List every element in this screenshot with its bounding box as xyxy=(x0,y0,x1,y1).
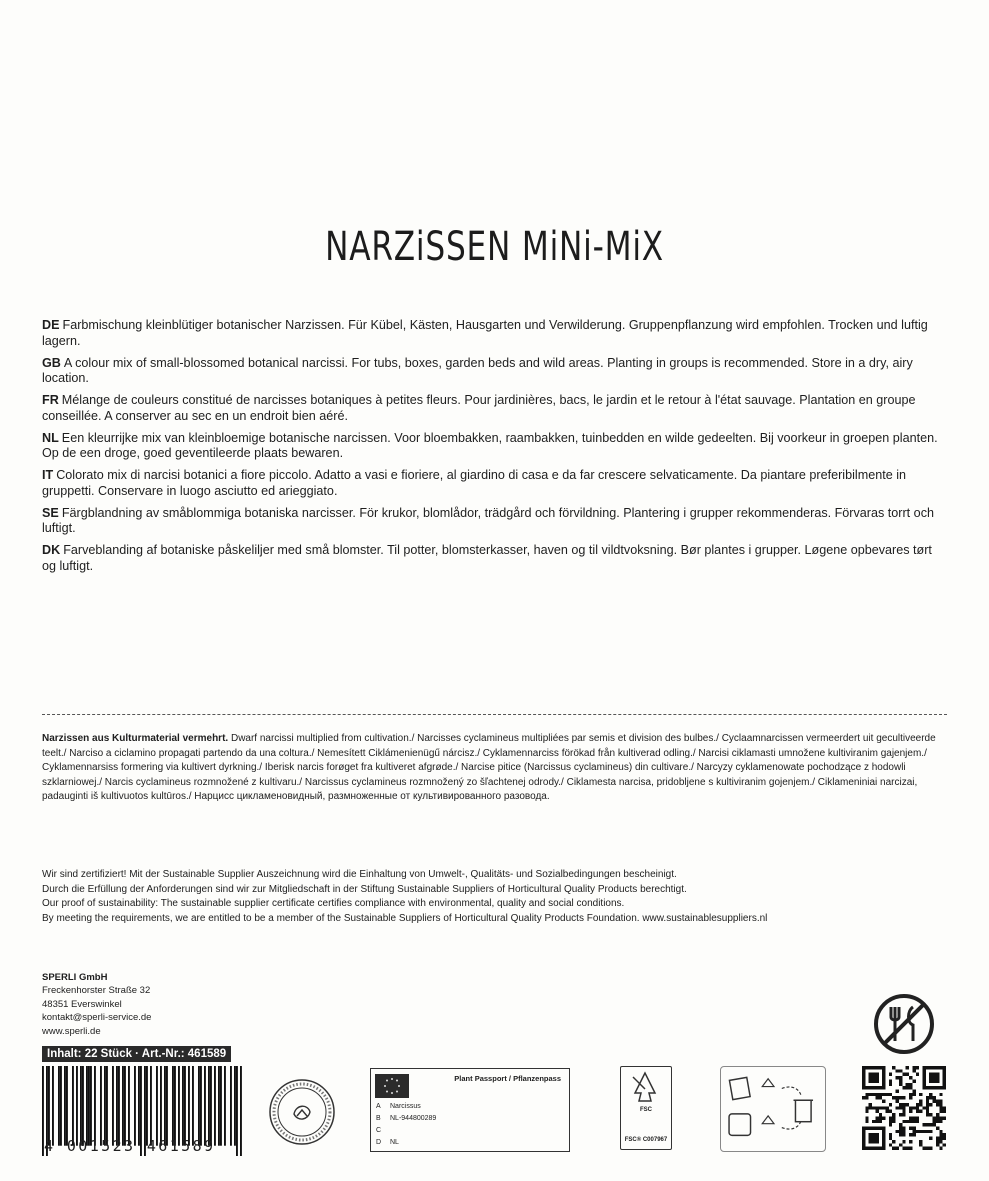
description-se xyxy=(42,506,942,537)
passport-row: D NL xyxy=(376,1139,399,1146)
certification-line: Wir sind zertifiziert! Mit der Sustainable Supplier Auszeichnung wird die Einhaltung von Umwelt-, Qualitäts- und Sozialbedingungen bescheinigt. xyxy=(42,869,677,880)
language-code: SE xyxy=(42,505,59,520)
language-code: NL xyxy=(42,430,59,445)
description-text: Farbmischung kleinblütiger botanischer Narzissen. Für Kübel, Kästen, Hausgarten und Verwilderung. Gruppenpflanzung wird empfohlen. Trocken und luftig lagern. xyxy=(42,318,928,348)
origin-text: Dwarf narcissi multiplied from cultivation./ Narcisses cyclamineus multipliées par semis et division des bulbes./ Cyclaamnarcissen vermeerdert uit gecultiveerde teelt./ Narciso a ciclamino propagati partendo da una coltura./ Nemesített Ciklámenienügű nárcisz./ Cyklamennarciss förökad från kultiverad odling./ Narcisi ciklamasti umnožene kultiviranim gajenjem./ Cyklamennarsiss formering via kultivert dyrkning./ Iberisk narcis forøget fra kultiveret afgrøde./ Narcise pitice (Narcissus cyclamineus) din cultivare./ Narcyzy cyklamenowate pochodzące z hodowli szklarniowej./ Narcis cyclamineus rozmnožené z kultivaru./ Narcissus cyclamineus rozmnožený zo šľachtenej odrody./ Ciklamesta narcisa, pridobljene s kultiviranim gojenjem./ Ciklameniniai narcizai, padauginti iš kultivuotos kultūros./ Нарцисс цикламеновидный, размноженные от культивированного разовода. xyxy=(42,733,936,803)
language-code: GB xyxy=(42,355,61,370)
plant-passport xyxy=(370,1068,570,1152)
not-for-consumption-icon xyxy=(873,993,935,1055)
description-gb xyxy=(42,356,942,387)
description-dk xyxy=(42,543,942,574)
description-text: Farveblanding af botaniske påskeliljer med små blomster. Til potter, blomsterkasser, haven og til vildtvoksning. Bør plantes i grupper. Løgene opbevares tørt og luftigt. xyxy=(42,543,932,573)
sustainable-supplier-seal-icon xyxy=(268,1078,336,1146)
address-line: 48351 Everswinkel xyxy=(42,998,122,1010)
origin-lead: Narzissen aus Kulturmaterial vermehrt. xyxy=(42,733,229,744)
language-code: IT xyxy=(42,468,54,482)
dashed-divider xyxy=(42,714,947,715)
description-block xyxy=(42,318,942,581)
description-text: Een kleurrijke mix van kleinbloemige botanische narcissen. Voor bloembakken, raambakken, tuinbedden en wilde gedeelten. Bij voorkeur in groepen planten. Op de een droge, goed geventileerde plaats bewaren. xyxy=(42,430,938,460)
qr-code-icon xyxy=(862,1066,946,1150)
passport-row: A Narcissus xyxy=(376,1103,421,1110)
company-address xyxy=(42,971,151,1038)
recycling-info-icon xyxy=(720,1066,826,1152)
content-article-label: Inhalt: 22 Stück · Art.-Nr.: 461589 xyxy=(42,1046,231,1062)
fsc-badge xyxy=(620,1066,672,1150)
certification-line: By meeting the requirements, we are entitled to be a member of the Sustainable Suppliers of Horticultural Quality Products Foundation. www.sustainablesuppliers.nl xyxy=(42,912,768,924)
company-name: SPERLI GmbH xyxy=(42,972,108,983)
description-text: Färgblandning av småblommiga botaniska narcisser. För krukor, blomlådor, trädgård och förvildning. Plantering i grupper rekommenderas. Förvaras torrt och luftigt. xyxy=(42,505,934,535)
description-text: A colour mix of small-blossomed botanical narcissi. For tubs, boxes, garden beds and wild areas. Planting in groups is recommended. Store in a dry, airy location. xyxy=(42,355,913,385)
plant-passport-title: Plant Passport / Pflanzenpass xyxy=(454,1074,561,1083)
passport-row: C xyxy=(376,1127,382,1134)
fsc-tree-icon xyxy=(621,1067,670,1107)
certification-line: Durch die Erfüllung der Anforderungen sind wir zur Mitgliedschaft in der Stiftung Sustainable Suppliers of Horticultural Quality Products berechtigt. xyxy=(42,883,687,895)
passport-row: B NL-944800289 xyxy=(376,1115,437,1122)
description-fr xyxy=(42,393,942,424)
language-code: DK xyxy=(42,543,61,557)
description-it xyxy=(42,468,942,499)
address-line: kontakt@sperli-service.de xyxy=(42,1012,152,1024)
description-nl xyxy=(42,431,942,462)
language-code: DE xyxy=(42,318,60,332)
description-de xyxy=(42,318,942,349)
description-text: Colorato mix di narcisi botanici a fiore piccolo. Adatto a vasi e fioriere, al giardino di casa e da far crescere selvaticamente. Da piantare preferibilmente in gruppetti. Conservare in luogo asciutto ed arieggiato. xyxy=(42,468,907,498)
barcode-digits: 4 001523 461589 xyxy=(44,1137,216,1155)
address-line: www.sperli.de xyxy=(42,1025,101,1037)
language-code: FR xyxy=(42,393,59,407)
certification-block xyxy=(42,868,947,926)
origin-statement xyxy=(42,732,947,805)
certification-line: Our proof of sustainability: The sustainable supplier certificate certifies compliance with environmental, quality and social conditions. xyxy=(42,898,625,910)
fsc-label: FSC xyxy=(640,1107,652,1113)
fsc-code: FSC® C007967 xyxy=(624,1137,668,1143)
product-title: NARZiSSEN MiNi-MiX xyxy=(325,224,664,270)
description-text: Mélange de couleurs constitué de narcisses botaniques à petites fleurs. Pour jardinières, bacs, le jardin et le retour à l'état sauvage. Plantation en groupe conseillée. A conserver au sec en un endroit bien aéré. xyxy=(42,393,916,423)
address-line: Freckenhorster Straße 32 xyxy=(42,985,151,997)
